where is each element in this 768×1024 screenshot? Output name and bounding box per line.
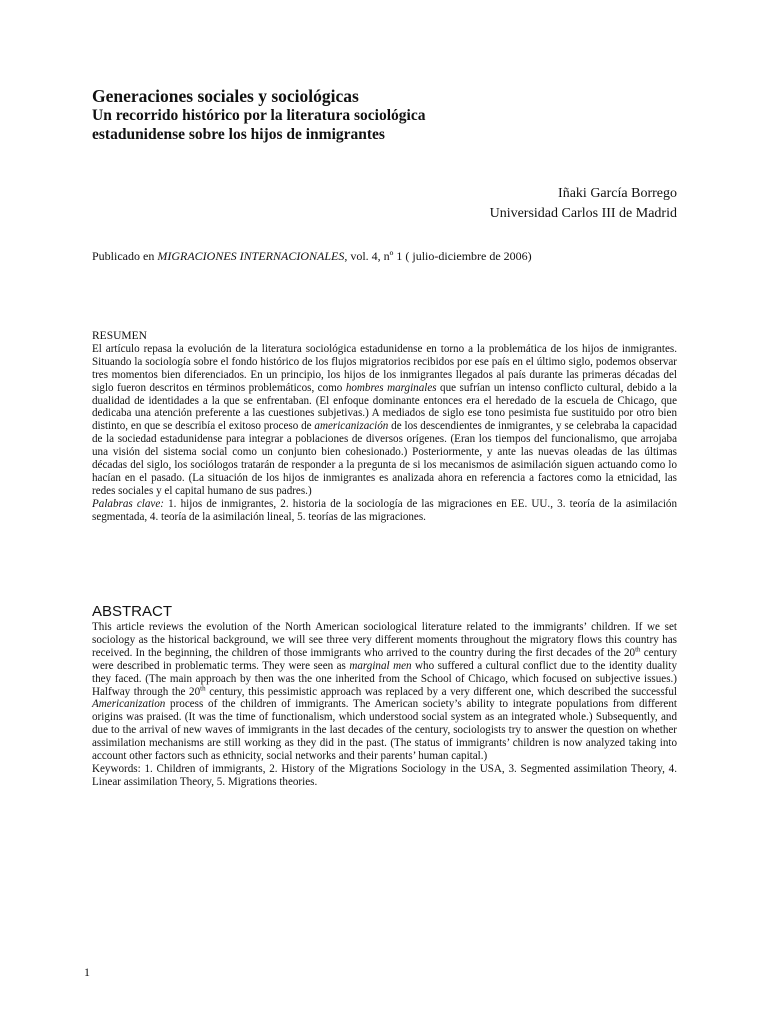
publication-prefix: Publicado en xyxy=(92,249,158,263)
abstract-text-3: who suffered a cultural conflict due to the identity duality they faced. (The main approach by then was the one inherited from the School of Chicago, which focused on subjective issues.) Halfway through the 20 xyxy=(92,659,678,698)
resumen-text-2: que sufrían un intenso conflicto cultural, debido a la dualidad de identidades a la que se enfrentaban. (El enfoque dominante entonces era el heredado de la escuela de Chicago, que dedicaba una atención preferente a las cuestiones subjetivas.) A mediados de siglo ese tono pesimista fue sustituido por otro bien distinto, en que se describía el exitoso proceso de xyxy=(92,381,677,433)
resumen-keywords-text: 1. hijos de inmigrantes, 2. historia de la sociología de las migraciones en EE. UU., 3. teoría de la asimilación segmentada, 4. teoría de la asimilación lineal, 5. teorías de las migraciones. xyxy=(92,497,677,523)
author-affiliation: Universidad Carlos III de Madrid xyxy=(489,206,677,221)
publication-details: , vol. 4, nº 1 ( julio-diciembre de 2006) xyxy=(344,249,532,263)
resumen-text-1: El artículo repasa la evolución de la literatura sociológica estadunidense en torno a la problemática de los hijos de inmigrantes. Situando la sociología sobre el fondo histórico de los flujos migratorios recibidos por ese país en el último siglo, podemos observar tres momentos bien diferenciados. En un principio, los hijos de los inmigrantes llegados al país durante las primeras décadas del siglo fueron descritos en términos problemáticos, como xyxy=(92,342,677,394)
abstract-text-5: process of the children of immigrants. The American society’s ability to integrate populations from different origins was praised. (It was the time of functionalism, which understood social system as an integrated whole.) Subsequently, and due to the arrival of new waves of immigrants in the last decades of the century, sociologists try to answer the question on whether assimilation mechanisms are still working as they did in the past. (The status of immigrants’ children is now analyzed taking into account other factors such as ethnicity, social networks and their parents’ human capital.) xyxy=(92,698,677,763)
abstract-italic-1: marginal men xyxy=(349,659,412,672)
abstract-text-4: century, this pessimistic approach was replaced by a very different one, which described the successful xyxy=(205,685,677,698)
abstract-sup-2: th xyxy=(200,683,206,692)
abstract-text-2: century were described in problematic terms. They were seen as xyxy=(92,646,677,672)
document-subtitle-line2: estadunidense sobre los hijos de inmigrantes xyxy=(92,125,385,143)
abstract-heading: ABSTRACT xyxy=(92,603,173,620)
abstract-keywords: Keywords: 1. Children of immigrants, 2. History of the Migrations Sociology in the USA, 3. Segmented assimilation Theory, 4. Linear assimilation Theory, 5. Migrations theories. xyxy=(92,762,677,788)
abstract-italic-2: Americanization xyxy=(92,698,166,711)
resumen-keywords-label: Palabras clave: xyxy=(92,497,164,510)
resumen-text-3: de los descendientes de inmigrantes, y se celebraba la capacidad de la sociedad estadunidense para integrar a poblaciones de diversos orígenes. (Eran los tiempos del funcionalismo, que arrojaba una visión del sistema social como un conjunto bien cohesionado.) Posteriormente, y ante las nuevas oleadas de las últimas décadas del siglo, los sociólogos tratarán de responder a la pregunta de si los mecanismos de asimilación siguen actuando como lo hacían en el pasado. (La situación de los hijos de inmigrantes es analizada ahora en referencia a factores como la etnicidad, las redes sociales y el capital humano de sus padres.) xyxy=(92,420,677,497)
title-block xyxy=(92,86,692,144)
resumen-italic-1: hombres marginales xyxy=(345,381,437,394)
publication-note xyxy=(92,248,692,264)
document-title: Generaciones sociales y sociológicas xyxy=(92,86,359,106)
author-name: Iñaki García Borrego xyxy=(558,186,677,201)
resumen-body xyxy=(92,343,677,498)
page-number: 1 xyxy=(84,965,90,979)
resumen-heading: RESUMEN xyxy=(92,330,147,342)
abstract-sup-1: th xyxy=(635,645,641,654)
abstract-body xyxy=(92,621,677,763)
resumen-keywords xyxy=(92,498,677,524)
resumen-italic-2: americanización xyxy=(314,420,389,433)
journal-name: MIGRACIONES INTERNACIONALES xyxy=(157,249,345,263)
author-block xyxy=(490,184,677,224)
document-subtitle-line1: Un recorrido histórico por la literatura sociológica xyxy=(92,107,426,124)
resumen-section xyxy=(92,330,677,524)
abstract-text-1: This article reviews the evolution of the North American sociological literature related to the immigrants’ children. If we set sociology as the historical background, we will see three very different moments throughout the migratory flows this country has received. In the beginning, the children of those immigrants who arrived to the country during the first decades of the 20 xyxy=(92,621,677,659)
abstract-section xyxy=(92,603,677,789)
